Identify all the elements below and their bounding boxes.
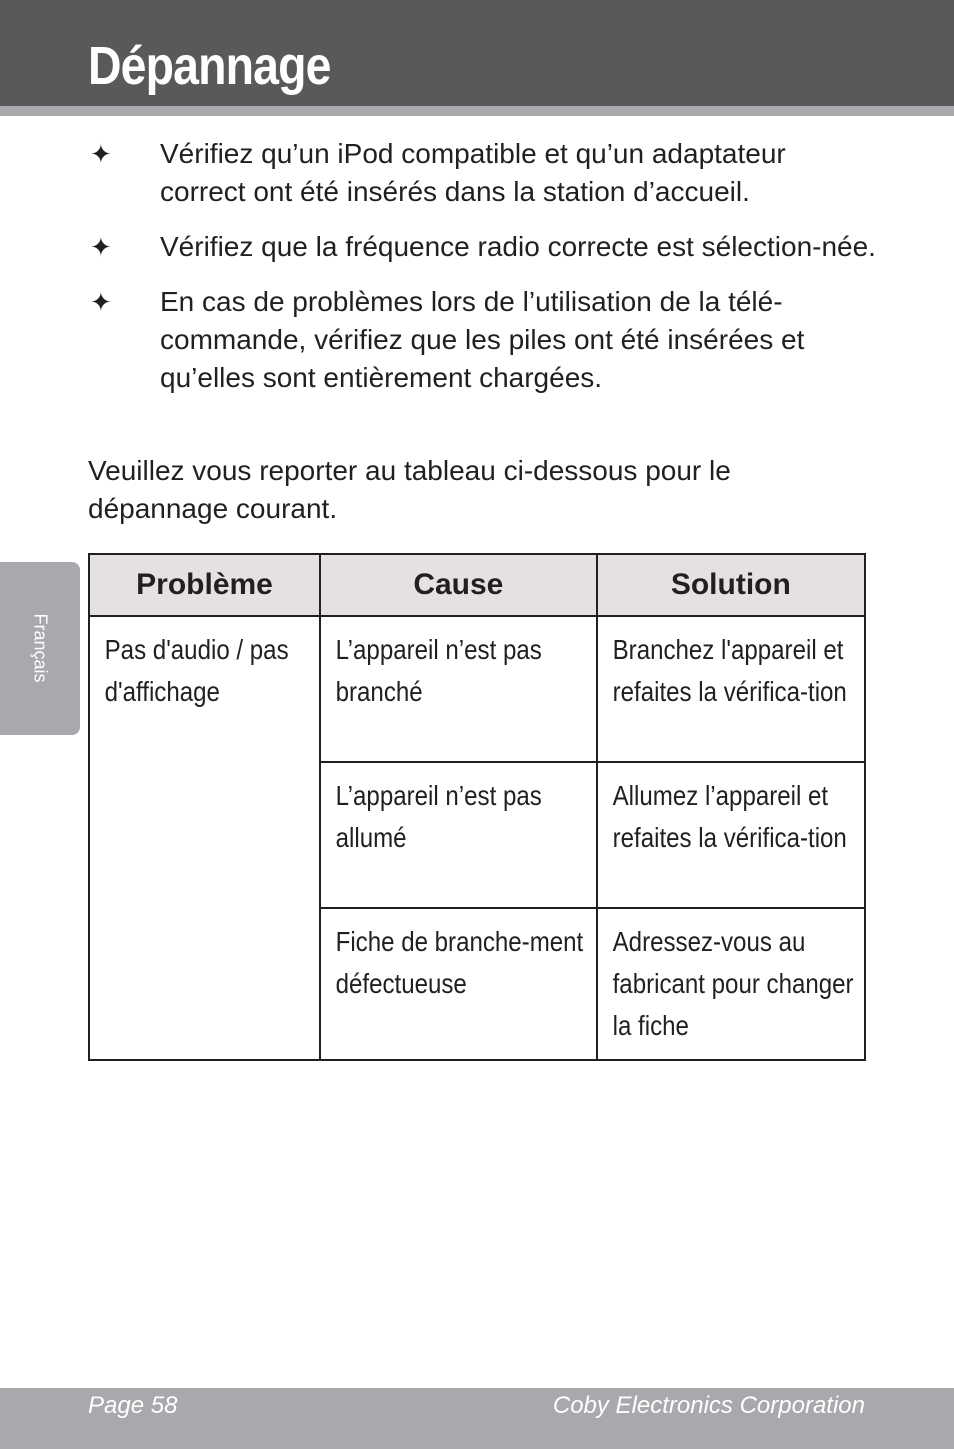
four-point-star-icon: ✦ — [90, 139, 112, 169]
bullet-text: Vérifiez qu’un iPod compatible et qu’un adaptateur correct ont été insérés dans la station d’accueil. — [160, 138, 786, 207]
four-point-star-icon: ✦ — [90, 232, 112, 262]
bullet-text: Vérifiez que la fréquence radio correcte est sélection-née. — [160, 231, 876, 262]
language-tab-label: Français — [30, 613, 51, 683]
footer-bar — [0, 1388, 954, 1449]
company-name: Coby Electronics Corporation — [552, 1392, 865, 1419]
bullet-text: En cas de problèmes lors de l’utilisation de la télé-commande, vérifiez que les piles ont été insérées et qu’elles sont entièrement chargées. — [160, 286, 805, 393]
bullet-list — [88, 135, 878, 414]
page-number: Page 58 — [88, 1392, 178, 1419]
cause-text: Fiche de branche-ment défectueuse — [335, 926, 584, 999]
cause-cell — [320, 762, 597, 908]
header-cause: Cause — [320, 554, 597, 616]
cause-text: L’appareil n’est pas allumé — [335, 780, 542, 853]
cause-cell — [320, 908, 597, 1060]
bullet-item — [88, 283, 878, 397]
bullet-item — [88, 228, 878, 266]
cause-text: L’appareil n’est pas branché — [335, 634, 542, 707]
problem-text: Pas d'audio / pas d'affichage — [104, 634, 289, 707]
header-problem: Problème — [89, 554, 320, 616]
solution-text: Adressez-vous au fabricant pour changer la fiche — [612, 926, 854, 1041]
language-tab — [0, 562, 80, 735]
intro-paragraph: Veuillez vous reporter au tableau ci-dessous pour le dépannage courant. — [88, 455, 731, 524]
solution-text: Allumez l’appareil et refaites la vérifica-tion — [612, 780, 847, 853]
four-point-star-icon: ✦ — [90, 287, 112, 317]
table-row — [89, 616, 865, 762]
header-solution: Solution — [597, 554, 865, 616]
bullet-item — [88, 135, 878, 211]
page-title: Dépannage — [88, 36, 331, 96]
header-bar — [0, 0, 954, 106]
solution-cell — [597, 908, 865, 1060]
table-header-row — [89, 554, 865, 616]
header-stripe — [0, 106, 954, 116]
solution-text: Branchez l'appareil et refaites la vérifica-tion — [612, 634, 847, 707]
solution-cell — [597, 616, 865, 762]
solution-cell — [597, 762, 865, 908]
cause-cell — [320, 616, 597, 762]
troubleshooting-table — [88, 553, 866, 1061]
problem-cell — [89, 616, 320, 1060]
